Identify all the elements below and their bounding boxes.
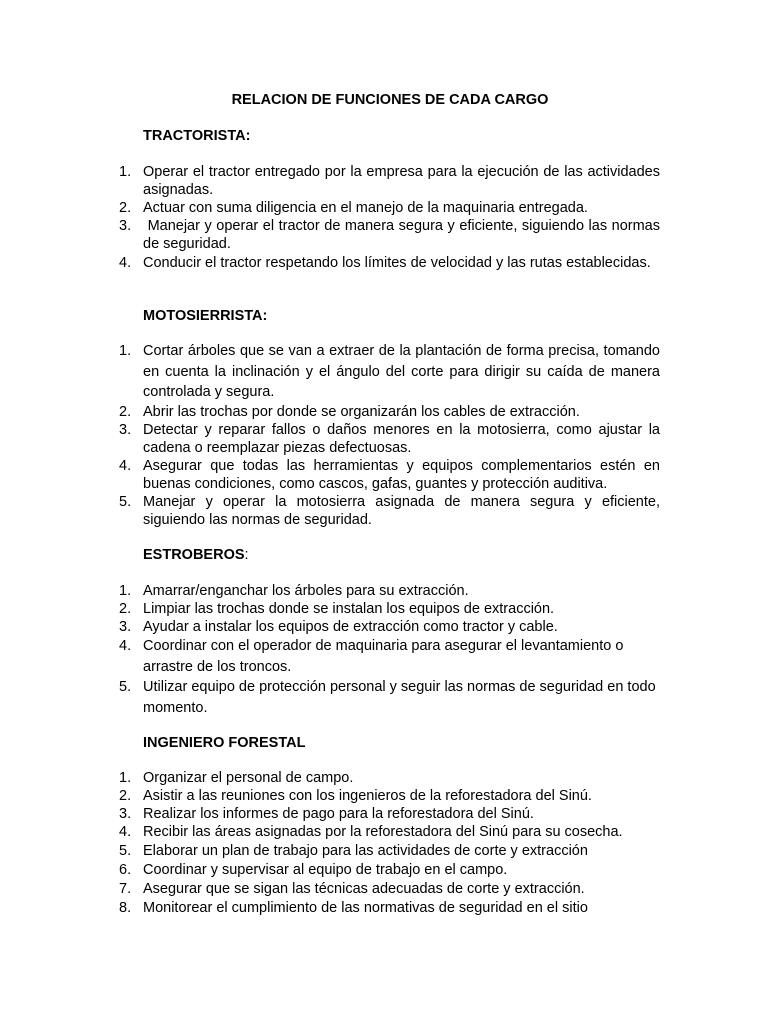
list-item xyxy=(0,879,660,899)
list-item xyxy=(0,823,660,841)
list-item-text: Realizar los informes de pago para la reforestadora del Sinú. xyxy=(143,806,534,822)
list-item xyxy=(0,341,660,403)
list-item-number: 5. xyxy=(119,493,132,510)
list-item-text: Asegurar que se sigan las técnicas adecuadas de corte y extracción. xyxy=(143,881,585,897)
list-item xyxy=(0,163,660,199)
list-item-text: Ayudar a instalar los equipos de extracción como tractor y cable. xyxy=(143,619,558,635)
list-item xyxy=(0,421,660,457)
list-item-text: Coordinar y supervisar al equipo de trabajo en el campo. xyxy=(143,862,508,878)
list-item-number: 1. xyxy=(119,164,132,180)
list-item xyxy=(0,636,660,677)
list-item-number: 3. xyxy=(119,421,132,438)
list-item-number: 7. xyxy=(119,881,132,897)
list-item-text: Abrir las trochas por donde se organizarán los cables de extracción. xyxy=(143,403,580,420)
section-heading-tractorista xyxy=(143,127,250,145)
section-heading-text: INGENIERO FORESTAL xyxy=(143,735,306,751)
document-title: RELACION DE FUNCIONES DE CADA CARGO xyxy=(231,92,549,108)
list-item xyxy=(0,861,660,879)
list-item-text: Asegurar que todas las herramientas y equipos complementarios estén en buenas condiciones, como cascos, gafas, guantes y protección auditiva. xyxy=(143,457,660,492)
list-item xyxy=(0,493,660,529)
list-item xyxy=(0,841,660,861)
list-item-number: 1. xyxy=(119,770,132,786)
list-item-number: 4. xyxy=(119,255,132,271)
section-heading-ingeniero-forestal xyxy=(143,734,305,752)
list-item xyxy=(0,457,660,493)
list-item-number: 3. xyxy=(119,806,132,822)
list-item-number: 1. xyxy=(119,343,132,359)
list-item-number: 5. xyxy=(119,843,132,859)
list-motosierrista xyxy=(0,341,768,529)
list-item xyxy=(0,787,660,805)
list-estroberos xyxy=(0,582,768,718)
list-item xyxy=(0,618,660,636)
list-item-number: 1. xyxy=(119,583,132,599)
list-item-number: 8. xyxy=(119,900,132,916)
section-heading-motosierrista xyxy=(143,307,267,325)
list-item xyxy=(0,899,660,917)
list-item-text: Detectar y reparar fallos o daños menores en la motosierra, como ajustar la cadena o reemplazar piezas defectuosas. xyxy=(143,421,660,456)
list-item-text: Recibir las áreas asignadas por la reforestadora del Sinú para su cosecha. xyxy=(143,824,623,840)
list-item xyxy=(0,677,660,718)
list-item-number: 2. xyxy=(119,403,132,420)
list-item-text: Manejar y operar la motosierra asignada de manera segura y eficiente, siguiendo las normas de seguridad. xyxy=(143,493,660,528)
list-item-text: Asistir a las reuniones con los ingenieros de la reforestadora del Sinú. xyxy=(143,788,592,804)
list-tractorista xyxy=(0,163,768,273)
list-item-text: Monitorear el cumplimiento de las normativas de seguridad en el sitio xyxy=(143,900,588,916)
list-item-text: Manejar y operar el tractor de manera segura y eficiente, siguiendo las normas de seguridad. xyxy=(143,218,665,252)
list-item xyxy=(0,600,660,618)
list-item-text: Limpiar las trochas donde se instalan los equipos de extracción. xyxy=(143,601,555,617)
list-item-number: 2. xyxy=(119,200,132,216)
list-item-number: 3. xyxy=(119,218,132,234)
list-item xyxy=(0,769,660,787)
section-heading-suffix: : xyxy=(244,547,249,563)
list-item-number: 5. xyxy=(119,679,132,695)
list-item xyxy=(0,253,660,273)
list-item-text: Conducir el tractor respetando los límites de velocidad y las rutas establecidas. xyxy=(143,255,651,271)
list-item-number: 2. xyxy=(119,788,132,804)
list-item xyxy=(0,217,665,253)
section-heading-estroberos xyxy=(143,546,249,564)
list-item-number: 2. xyxy=(119,601,132,617)
list-item-text: Amarrar/enganchar los árboles para su extracción. xyxy=(143,583,469,599)
section-heading-text: ESTROBEROS xyxy=(143,547,245,563)
list-item xyxy=(0,199,660,217)
list-item-number: 4. xyxy=(119,824,132,840)
list-item-text: Cortar árboles que se van a extraer de la plantación de forma precisa, tomando en cuenta la inclinación y el ángulo del corte para dirigir su caída de manera controlada y segura. xyxy=(143,343,660,400)
list-ingeniero-forestal xyxy=(0,769,768,917)
list-item-text: Organizar el personal de campo. xyxy=(143,770,354,786)
list-item xyxy=(0,805,660,823)
list-item-number: 4. xyxy=(119,638,132,654)
list-item-number: 4. xyxy=(119,457,132,474)
list-item xyxy=(0,403,660,421)
list-item-number: 6. xyxy=(119,862,132,878)
list-item xyxy=(0,582,660,600)
section-heading-text: TRACTORISTA: xyxy=(143,128,251,144)
list-item-text: Coordinar con el operador de maquinaria para asegurar el levantamiento o arrastre de los troncos. xyxy=(143,638,624,675)
list-item-number: 3. xyxy=(119,619,132,635)
list-item-text: Actuar con suma diligencia en el manejo de la maquinaria entregada. xyxy=(143,200,588,216)
list-item-text: Utilizar equipo de protección personal y seguir las normas de seguridad en todo momento. xyxy=(143,679,656,716)
section-heading-text: MOTOSIERRISTA: xyxy=(143,308,268,324)
list-item-text: Elaborar un plan de trabajo para las actividades de corte y extracción xyxy=(143,843,588,859)
list-item-text: Operar el tractor entregado por la empresa para la ejecución de las actividades asignadas. xyxy=(143,164,660,198)
